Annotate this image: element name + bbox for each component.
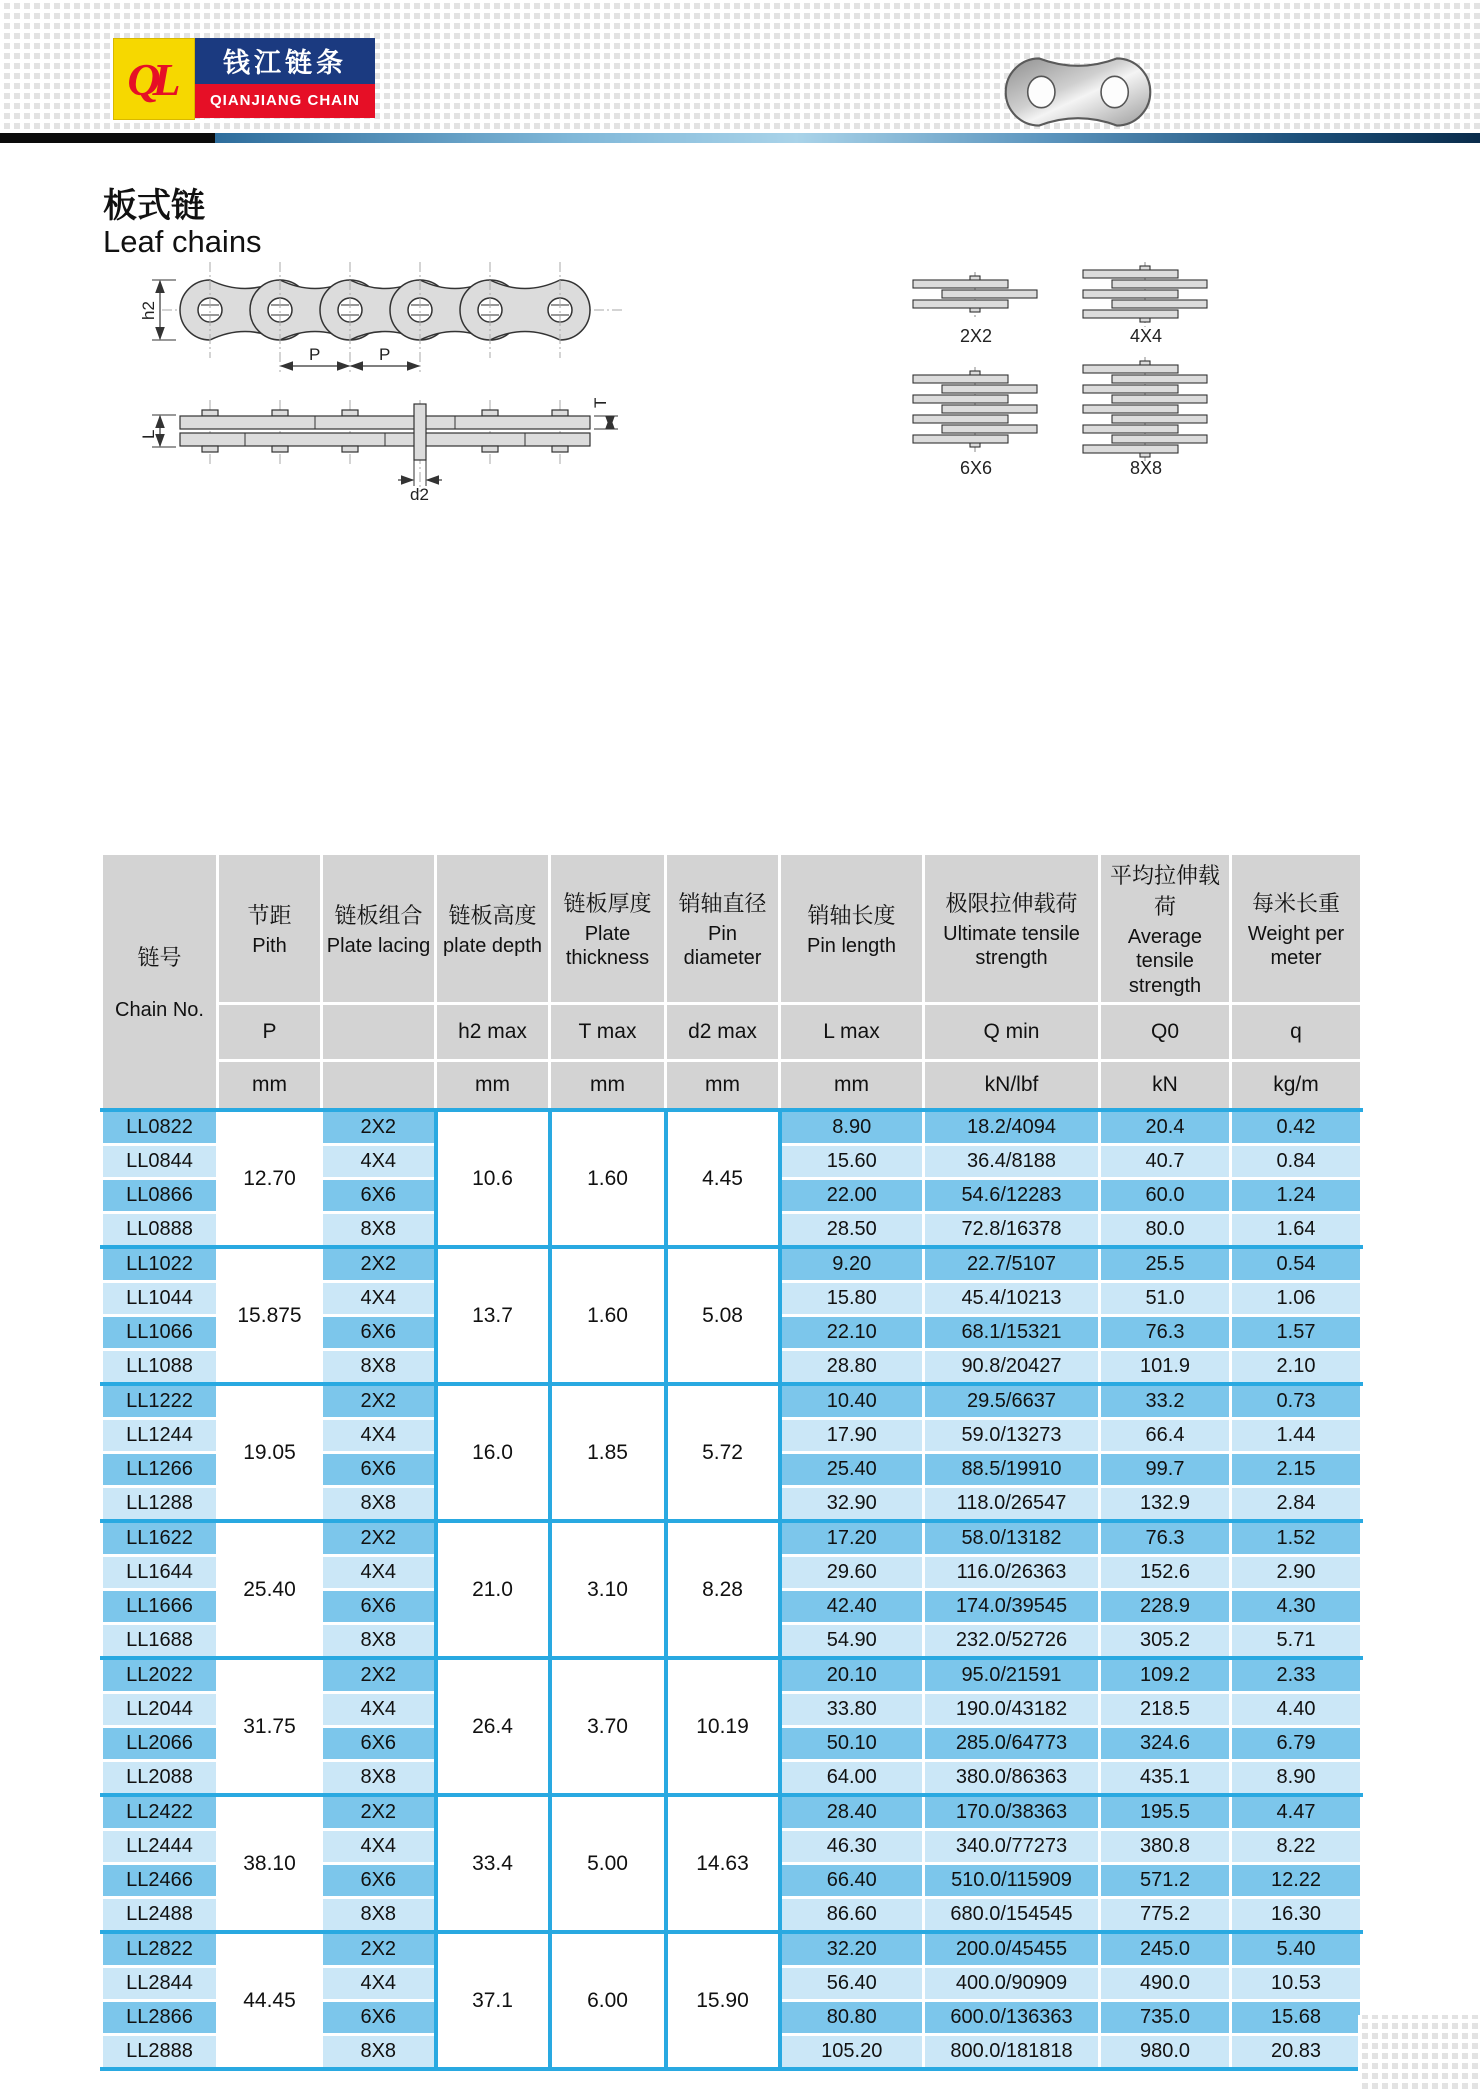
average-cell: 20.4 xyxy=(1100,1110,1231,1145)
pin-length-cell: 9.20 xyxy=(780,1247,924,1282)
weight-cell: 20.83 xyxy=(1231,2035,1362,2070)
average-cell: 51.0 xyxy=(1100,1282,1231,1316)
chain-no-cell: LL1044 xyxy=(102,1282,218,1316)
col-header-thickness-en: Plate thickness xyxy=(565,922,650,970)
lacing-label-4x4: 4X4 xyxy=(1130,326,1163,346)
col-header-thickness xyxy=(550,854,666,1004)
chain-group xyxy=(102,1384,1362,1521)
plate-thickness-cell: 1.85 xyxy=(550,1384,666,1521)
chain-group xyxy=(102,1658,1362,1795)
col-header-average xyxy=(1100,854,1231,1004)
col-header-diameter xyxy=(666,854,780,1004)
ultimate-cell: 600.0/136363 xyxy=(924,2001,1100,2035)
col-header-pin-length xyxy=(780,854,924,1004)
pin-length-cell: 22.00 xyxy=(780,1179,924,1213)
weight-cell: 1.52 xyxy=(1231,1521,1362,1556)
plate-depth-cell: 21.0 xyxy=(436,1521,550,1658)
spec-table-header xyxy=(102,854,1362,1111)
chain-no-cell: LL2444 xyxy=(102,1830,218,1864)
pin-length-cell: 54.90 xyxy=(780,1624,924,1659)
ultimate-cell: 174.0/39545 xyxy=(924,1590,1100,1624)
lacing-cell: 2X2 xyxy=(322,1384,436,1419)
symbol-pin-length: L max xyxy=(780,1004,924,1061)
ultimate-cell: 232.0/52726 xyxy=(924,1624,1100,1659)
header-symbol-row xyxy=(102,1004,1362,1061)
pin-length-cell: 105.20 xyxy=(780,2035,924,2070)
average-cell: 99.7 xyxy=(1100,1453,1231,1487)
pitch-cell: 31.75 xyxy=(218,1658,322,1795)
col-header-diameter-cn: 销轴直径 xyxy=(678,890,767,916)
plate-thickness-cell: 1.60 xyxy=(550,1110,666,1247)
lacing-cell: 4X4 xyxy=(322,1556,436,1590)
plate-thickness-cell: 6.00 xyxy=(550,1932,666,2069)
ultimate-cell: 22.7/5107 xyxy=(924,1247,1100,1282)
unit-pin-length: mm xyxy=(780,1061,924,1111)
col-header-weight-en: Weight per meter xyxy=(1247,922,1345,970)
weight-cell: 4.40 xyxy=(1231,1693,1362,1727)
pin-length-cell: 33.80 xyxy=(780,1693,924,1727)
average-cell: 76.3 xyxy=(1100,1316,1231,1350)
unit-pitch: mm xyxy=(218,1061,322,1111)
pin-length-cell: 22.10 xyxy=(780,1316,924,1350)
lacing-cell: 4X4 xyxy=(322,1145,436,1179)
col-header-thickness-cn: 链板厚度 xyxy=(563,890,652,916)
weight-cell: 2.33 xyxy=(1231,1658,1362,1693)
col-header-lacing-cn: 链板组合 xyxy=(334,902,423,928)
chain-group xyxy=(102,1521,1362,1658)
average-cell: 245.0 xyxy=(1100,1932,1231,1967)
divider-black-segment xyxy=(0,133,215,143)
col-header-lacing xyxy=(322,854,436,1004)
pin-length-cell: 32.90 xyxy=(780,1487,924,1522)
average-cell: 132.9 xyxy=(1100,1487,1231,1522)
col-header-weight-cn: 每米长重 xyxy=(1251,890,1340,916)
col-header-lacing-en: Plate lacing xyxy=(326,934,431,957)
lacing-label-2x2: 2X2 xyxy=(960,326,993,346)
ultimate-cell: 29.5/6637 xyxy=(924,1384,1100,1419)
col-header-pin-length-en: Pin length xyxy=(807,934,896,957)
average-cell: 775.2 xyxy=(1100,1898,1231,1933)
average-cell: 324.6 xyxy=(1100,1727,1231,1761)
chain-group xyxy=(102,1247,1362,1384)
unit-weight: kg/m xyxy=(1231,1061,1362,1111)
pin-diameter-cell: 4.45 xyxy=(666,1110,780,1247)
chain-no-cell: LL2488 xyxy=(102,1898,218,1933)
col-header-depth-en: plate depth xyxy=(443,934,542,957)
unit-depth: mm xyxy=(436,1061,550,1111)
lacing-cell: 2X2 xyxy=(322,1932,436,1967)
chain-no-cell: LL2022 xyxy=(102,1658,218,1693)
pin-length-cell: 10.40 xyxy=(780,1384,924,1419)
chain-no-cell: LL2844 xyxy=(102,1967,218,2001)
pin-length-cell: 32.20 xyxy=(780,1932,924,1967)
chain-no-cell: LL1244 xyxy=(102,1419,218,1453)
table-row xyxy=(102,1521,1362,1556)
pin-length-cell: 86.60 xyxy=(780,1898,924,1933)
plate-depth-cell: 16.0 xyxy=(436,1384,550,1521)
lacing-cell: 8X8 xyxy=(322,1487,436,1522)
ultimate-cell: 380.0/86363 xyxy=(924,1761,1100,1796)
chain-no-cell: LL1222 xyxy=(102,1384,218,1419)
lacing-cell: 8X8 xyxy=(322,2035,436,2070)
brand-name-block xyxy=(195,38,375,118)
average-cell: 490.0 xyxy=(1100,1967,1231,2001)
col-header-chain-no xyxy=(102,854,218,1111)
average-cell: 228.9 xyxy=(1100,1590,1231,1624)
table-row xyxy=(102,1247,1362,1282)
lacing-cell: 2X2 xyxy=(322,1247,436,1282)
weight-cell: 4.30 xyxy=(1231,1590,1362,1624)
weight-cell: 8.22 xyxy=(1231,1830,1362,1864)
lacing-cell: 2X2 xyxy=(322,1110,436,1145)
col-header-pin-length-cn: 销轴长度 xyxy=(807,902,896,928)
average-cell: 80.0 xyxy=(1100,1213,1231,1248)
header-name-row xyxy=(102,854,1362,1004)
chain-no-cell: LL1688 xyxy=(102,1624,218,1659)
pin-length-cell: 25.40 xyxy=(780,1453,924,1487)
weight-cell: 2.90 xyxy=(1231,1556,1362,1590)
chain-no-cell: LL0844 xyxy=(102,1145,218,1179)
pin-length-cell: 15.80 xyxy=(780,1282,924,1316)
brand-monogram-icon xyxy=(113,38,195,120)
table-row xyxy=(102,1658,1362,1693)
unit-ultimate: kN/lbf xyxy=(924,1061,1100,1111)
chain-dimension-drawing xyxy=(130,246,675,504)
ultimate-cell: 340.0/77273 xyxy=(924,1830,1100,1864)
weight-cell: 2.84 xyxy=(1231,1487,1362,1522)
weight-cell: 0.54 xyxy=(1231,1247,1362,1282)
ultimate-cell: 72.8/16378 xyxy=(924,1213,1100,1248)
pin-length-cell: 15.60 xyxy=(780,1145,924,1179)
weight-cell: 10.53 xyxy=(1231,1967,1362,2001)
chain-group xyxy=(102,1932,1362,2069)
chain-no-cell: LL2088 xyxy=(102,1761,218,1796)
average-cell: 435.1 xyxy=(1100,1761,1231,1796)
weight-cell: 0.42 xyxy=(1231,1110,1362,1145)
lacing-cell: 8X8 xyxy=(322,1350,436,1385)
plate-thickness-cell: 1.60 xyxy=(550,1247,666,1384)
lacing-cell: 8X8 xyxy=(322,1624,436,1659)
average-cell: 152.6 xyxy=(1100,1556,1231,1590)
pin-diameter-cell: 5.08 xyxy=(666,1247,780,1384)
pin-length-cell: 28.80 xyxy=(780,1350,924,1385)
average-cell: 40.7 xyxy=(1100,1145,1231,1179)
average-cell: 305.2 xyxy=(1100,1624,1231,1659)
lacing-cell: 4X4 xyxy=(322,1967,436,2001)
pin-length-cell: 8.90 xyxy=(780,1110,924,1145)
pin-diameter-cell: 14.63 xyxy=(666,1795,780,1932)
average-cell: 218.5 xyxy=(1100,1693,1231,1727)
pin-length-cell: 66.40 xyxy=(780,1864,924,1898)
weight-cell: 5.40 xyxy=(1231,1932,1362,1967)
chain-no-cell: LL2066 xyxy=(102,1727,218,1761)
lacing-cell: 2X2 xyxy=(322,1658,436,1693)
weight-cell: 16.30 xyxy=(1231,1898,1362,1933)
lacing-cell: 6X6 xyxy=(322,1453,436,1487)
pin-length-cell: 17.20 xyxy=(780,1521,924,1556)
spec-table xyxy=(100,852,1363,2071)
weight-cell: 12.22 xyxy=(1231,1864,1362,1898)
symbol-thickness: T max xyxy=(550,1004,666,1061)
lacing-cell: 6X6 xyxy=(322,1179,436,1213)
chain-no-cell: LL2866 xyxy=(102,2001,218,2035)
lacing-cell: 4X4 xyxy=(322,1419,436,1453)
lacing-label-8x8: 8X8 xyxy=(1130,458,1163,478)
pin-diameter-cell: 10.19 xyxy=(666,1658,780,1795)
weight-cell: 15.68 xyxy=(1231,2001,1362,2035)
plate-thickness-cell: 3.10 xyxy=(550,1521,666,1658)
col-header-pitch xyxy=(218,854,322,1004)
ultimate-cell: 200.0/45455 xyxy=(924,1932,1100,1967)
pitch-cell: 12.70 xyxy=(218,1110,322,1247)
col-header-pitch-cn: 节距 xyxy=(247,902,292,928)
unit-average: kN xyxy=(1100,1061,1231,1111)
pin-length-cell: 64.00 xyxy=(780,1761,924,1796)
chain-no-cell: LL2466 xyxy=(102,1864,218,1898)
lacing-cell: 6X6 xyxy=(322,1590,436,1624)
pin-diameter-cell: 8.28 xyxy=(666,1521,780,1658)
page-header xyxy=(0,0,1480,133)
chain-no-cell: LL0888 xyxy=(102,1213,218,1248)
chain-no-cell: LL1622 xyxy=(102,1521,218,1556)
unit-lacing xyxy=(322,1061,436,1111)
table-row xyxy=(102,1110,1362,1145)
ultimate-cell: 45.4/10213 xyxy=(924,1282,1100,1316)
pin-length-cell: 20.10 xyxy=(780,1658,924,1693)
ultimate-cell: 59.0/13273 xyxy=(924,1419,1100,1453)
col-header-diameter-en: Pin diameter xyxy=(683,922,762,970)
table-row xyxy=(102,1795,1362,1830)
average-cell: 735.0 xyxy=(1100,2001,1231,2035)
chain-no-cell: LL1022 xyxy=(102,1247,218,1282)
col-header-chain-no-cn: 链号 xyxy=(137,944,182,970)
brand-monogram: QL xyxy=(127,53,173,105)
average-cell: 66.4 xyxy=(1100,1419,1231,1453)
header-divider xyxy=(0,133,1480,143)
ultimate-cell: 190.0/43182 xyxy=(924,1693,1100,1727)
col-header-weight xyxy=(1231,854,1362,1004)
weight-cell: 1.44 xyxy=(1231,1419,1362,1453)
col-header-average-cn: 平均拉伸载荷 xyxy=(1109,863,1220,919)
pitch-cell: 25.40 xyxy=(218,1521,322,1658)
symbol-diameter: d2 max xyxy=(666,1004,780,1061)
pitch-cell: 44.45 xyxy=(218,1932,322,2069)
chain-no-cell: LL2044 xyxy=(102,1693,218,1727)
pin-length-cell: 50.10 xyxy=(780,1727,924,1761)
lacing-cell: 2X2 xyxy=(322,1795,436,1830)
chain-no-cell: LL1066 xyxy=(102,1316,218,1350)
plate-depth-cell: 10.6 xyxy=(436,1110,550,1247)
average-cell: 980.0 xyxy=(1100,2035,1231,2070)
pin-length-cell: 42.40 xyxy=(780,1590,924,1624)
chain-no-cell: LL1288 xyxy=(102,1487,218,1522)
dim-label-p1: P xyxy=(309,345,321,364)
ultimate-cell: 54.6/12283 xyxy=(924,1179,1100,1213)
chain-group xyxy=(102,1110,1362,1247)
chain-no-cell: LL2422 xyxy=(102,1795,218,1830)
page-title-en: Leaf chains xyxy=(103,224,262,259)
plate-depth-cell: 37.1 xyxy=(436,1932,550,2069)
average-cell: 109.2 xyxy=(1100,1658,1231,1693)
symbol-depth: h2 max xyxy=(436,1004,550,1061)
lacing-cell: 4X4 xyxy=(322,1830,436,1864)
ultimate-cell: 510.0/115909 xyxy=(924,1864,1100,1898)
lacing-cell: 8X8 xyxy=(322,1898,436,1933)
weight-cell: 5.71 xyxy=(1231,1624,1362,1659)
ultimate-cell: 68.1/15321 xyxy=(924,1316,1100,1350)
ultimate-cell: 285.0/64773 xyxy=(924,1727,1100,1761)
unit-diameter: mm xyxy=(666,1061,780,1111)
corner-dot-pattern xyxy=(1358,2015,1480,2093)
pin-diameter-cell: 5.72 xyxy=(666,1384,780,1521)
brand-name-en: QIANJIANG CHAIN xyxy=(195,84,375,118)
col-header-average-en: Average tensile strength xyxy=(1127,926,1203,997)
weight-cell: 1.64 xyxy=(1231,1213,1362,1248)
weight-cell: 8.90 xyxy=(1231,1761,1362,1796)
dim-label-d2: d2 xyxy=(410,485,429,504)
average-cell: 76.3 xyxy=(1100,1521,1231,1556)
weight-cell: 0.73 xyxy=(1231,1384,1362,1419)
dim-label-t: T xyxy=(591,397,610,408)
plate-depth-cell: 13.7 xyxy=(436,1247,550,1384)
ultimate-cell: 58.0/13182 xyxy=(924,1521,1100,1556)
dim-label-l: L xyxy=(139,429,158,439)
weight-cell: 4.47 xyxy=(1231,1795,1362,1830)
ultimate-cell: 95.0/21591 xyxy=(924,1658,1100,1693)
weight-cell: 2.15 xyxy=(1231,1453,1362,1487)
page-title-cn: 板式链 xyxy=(103,187,205,225)
symbol-lacing xyxy=(322,1004,436,1061)
ultimate-cell: 680.0/154545 xyxy=(924,1898,1100,1933)
average-cell: 25.5 xyxy=(1100,1247,1231,1282)
pin-diameter-cell: 15.90 xyxy=(666,1932,780,2069)
chain-no-cell: LL0822 xyxy=(102,1110,218,1145)
chain-no-cell: LL1088 xyxy=(102,1350,218,1385)
chain-no-cell: LL1666 xyxy=(102,1590,218,1624)
link-plate-image xyxy=(1003,48,1153,136)
symbol-average: Q0 xyxy=(1100,1004,1231,1061)
lacing-cell: 6X6 xyxy=(322,1316,436,1350)
lacing-variants-drawing xyxy=(890,252,1240,480)
lacing-cell: 8X8 xyxy=(322,1213,436,1248)
col-header-pitch-en: Pith xyxy=(252,934,287,957)
ultimate-cell: 116.0/26363 xyxy=(924,1556,1100,1590)
table-row xyxy=(102,1384,1362,1419)
plate-thickness-cell: 5.00 xyxy=(550,1795,666,1932)
pin-length-cell: 29.60 xyxy=(780,1556,924,1590)
dim-label-p2: P xyxy=(379,345,391,364)
spec-table-container xyxy=(100,852,1363,2071)
lacing-cell: 4X4 xyxy=(322,1282,436,1316)
ultimate-cell: 400.0/90909 xyxy=(924,1967,1100,2001)
average-cell: 60.0 xyxy=(1100,1179,1231,1213)
symbol-ultimate: Q min xyxy=(924,1004,1100,1061)
ultimate-cell: 800.0/181818 xyxy=(924,2035,1100,2070)
pitch-cell: 38.10 xyxy=(218,1795,322,1932)
average-cell: 33.2 xyxy=(1100,1384,1231,1419)
lacing-cell: 2X2 xyxy=(322,1521,436,1556)
brand-name-cn: 钱江链条 xyxy=(195,38,375,84)
ultimate-cell: 88.5/19910 xyxy=(924,1453,1100,1487)
lacing-cell: 8X8 xyxy=(322,1761,436,1796)
weight-cell: 1.06 xyxy=(1231,1282,1362,1316)
pin-length-cell: 80.80 xyxy=(780,2001,924,2035)
ultimate-cell: 118.0/26547 xyxy=(924,1487,1100,1522)
col-header-depth-cn: 链板高度 xyxy=(448,902,537,928)
chain-no-cell: LL1266 xyxy=(102,1453,218,1487)
chain-no-cell: LL0866 xyxy=(102,1179,218,1213)
lacing-cell: 4X4 xyxy=(322,1693,436,1727)
plate-thickness-cell: 3.70 xyxy=(550,1658,666,1795)
symbol-weight: q xyxy=(1231,1004,1362,1061)
chain-no-cell: LL2822 xyxy=(102,1932,218,1967)
pin-length-cell: 56.40 xyxy=(780,1967,924,2001)
lacing-cell: 6X6 xyxy=(322,2001,436,2035)
pin-length-cell: 28.40 xyxy=(780,1795,924,1830)
pitch-cell: 19.05 xyxy=(218,1384,322,1521)
ultimate-cell: 36.4/8188 xyxy=(924,1145,1100,1179)
ultimate-cell: 90.8/20427 xyxy=(924,1350,1100,1385)
pitch-cell: 15.875 xyxy=(218,1247,322,1384)
lacing-cell: 6X6 xyxy=(322,1727,436,1761)
lacing-label-6x6: 6X6 xyxy=(960,458,993,478)
chain-no-cell: LL1644 xyxy=(102,1556,218,1590)
weight-cell: 1.57 xyxy=(1231,1316,1362,1350)
unit-thickness: mm xyxy=(550,1061,666,1111)
col-header-depth xyxy=(436,854,550,1004)
pin-length-cell: 46.30 xyxy=(780,1830,924,1864)
col-header-ultimate xyxy=(924,854,1100,1004)
ultimate-cell: 18.2/4094 xyxy=(924,1110,1100,1145)
chain-no-cell: LL2888 xyxy=(102,2035,218,2070)
weight-cell: 1.24 xyxy=(1231,1179,1362,1213)
brand-logo xyxy=(113,38,375,118)
average-cell: 380.8 xyxy=(1100,1830,1231,1864)
ultimate-cell: 170.0/38363 xyxy=(924,1795,1100,1830)
weight-cell: 0.84 xyxy=(1231,1145,1362,1179)
divider-gradient-segment xyxy=(215,133,1480,143)
col-header-ultimate-cn: 极限拉伸载荷 xyxy=(945,890,1078,916)
weight-cell: 2.10 xyxy=(1231,1350,1362,1385)
pin-length-cell: 17.90 xyxy=(780,1419,924,1453)
plate-depth-cell: 33.4 xyxy=(436,1795,550,1932)
plate-depth-cell: 26.4 xyxy=(436,1658,550,1795)
symbol-pitch: P xyxy=(218,1004,322,1061)
average-cell: 571.2 xyxy=(1100,1864,1231,1898)
pin-length-cell: 28.50 xyxy=(780,1213,924,1248)
chain-group xyxy=(102,1795,1362,1932)
lacing-cell: 6X6 xyxy=(322,1864,436,1898)
col-header-chain-no-en: Chain No. xyxy=(115,998,204,1021)
weight-cell: 6.79 xyxy=(1231,1727,1362,1761)
average-cell: 195.5 xyxy=(1100,1795,1231,1830)
col-header-ultimate-en: Ultimate tensile strength xyxy=(943,922,1080,970)
header-unit-row xyxy=(102,1061,1362,1111)
dim-label-h2: h2 xyxy=(139,301,158,320)
table-row xyxy=(102,1932,1362,1967)
average-cell: 101.9 xyxy=(1100,1350,1231,1385)
